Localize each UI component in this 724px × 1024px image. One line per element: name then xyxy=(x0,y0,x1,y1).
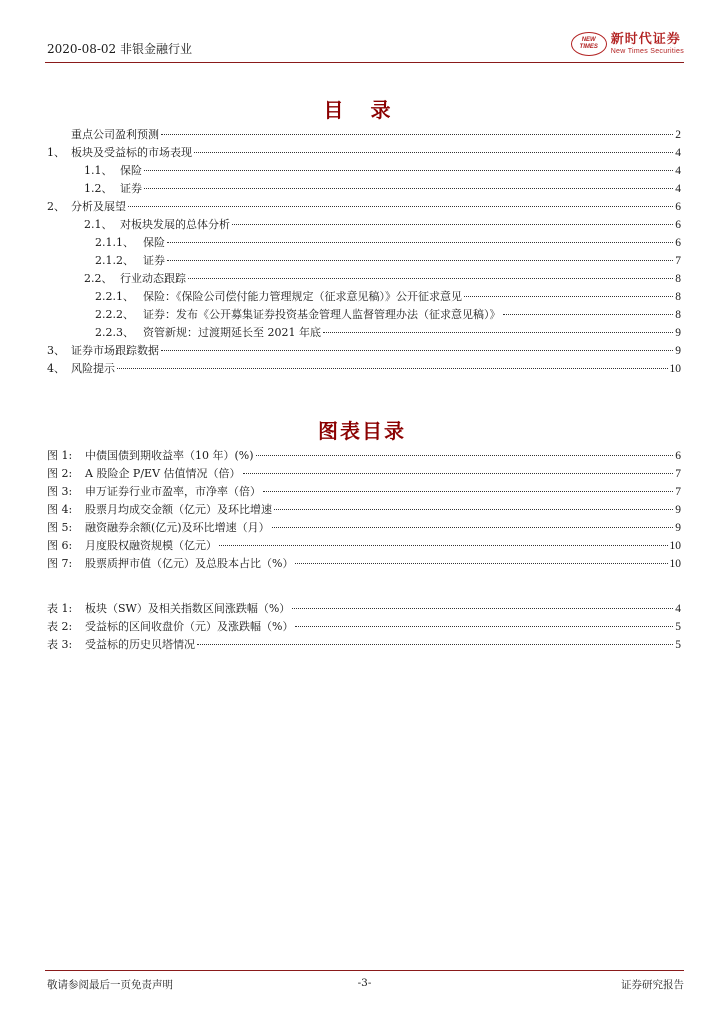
dot-leader xyxy=(295,626,673,627)
dot-leader xyxy=(197,644,673,645)
dot-leader xyxy=(219,545,668,546)
figure-entry-label: 申万证券行业市盈率，市净率（倍） xyxy=(85,485,261,498)
table-list xyxy=(47,600,681,654)
toc-entry-label: 板块及受益标的市场表现 xyxy=(71,146,192,159)
toc-entry-label: 保险 xyxy=(120,164,142,177)
page-footer xyxy=(45,970,684,993)
table-entry-number: 表 2: xyxy=(47,620,73,633)
toc-entry-label: 重点公司盈利预测 xyxy=(71,128,159,141)
toc-entry-label: 对板块发展的总体分析 xyxy=(120,218,230,231)
toc-entry-number: 1.1、 xyxy=(84,164,113,177)
figure-entry-page: 9 xyxy=(675,504,681,516)
toc-entry-page: 10 xyxy=(669,363,681,375)
figure-entry[interactable] xyxy=(47,519,681,537)
toc-entry[interactable] xyxy=(47,342,681,360)
toc-title: 目 录 xyxy=(323,98,401,122)
dot-leader xyxy=(274,509,673,510)
table-entry[interactable] xyxy=(47,618,681,636)
toc-entry-page: 6 xyxy=(675,201,681,213)
toc-entry-number: 2.1.2、 xyxy=(95,254,134,267)
figure-entry-page: 10 xyxy=(669,558,681,570)
table-entry-label: 受益标的区间收盘价（元）及涨跌幅（%） xyxy=(85,620,294,633)
toc-entry-number: 2.2.1、 xyxy=(95,290,134,303)
toc-entry-number: 3、 xyxy=(47,344,65,357)
table-of-contents xyxy=(47,126,681,378)
table-entry-number: 表 3: xyxy=(47,638,73,651)
logo-chinese-name: 新时代证券 xyxy=(610,32,681,47)
toc-entry-page: 2 xyxy=(675,129,681,141)
toc-entry-label: 风险提示 xyxy=(71,362,115,375)
dot-leader xyxy=(144,170,673,171)
dot-leader xyxy=(161,134,673,135)
toc-entry[interactable] xyxy=(47,324,681,342)
toc-entry[interactable] xyxy=(47,270,681,288)
table-entry-page: 4 xyxy=(675,603,681,615)
toc-entry[interactable] xyxy=(47,126,681,144)
toc-entry[interactable] xyxy=(47,306,681,324)
toc-entry-label: 证券 xyxy=(120,182,142,195)
logo-mark-line2: TIMES xyxy=(579,44,598,50)
toc-entry-label: 资管新规：过渡期延长至 2021 年底 xyxy=(143,326,321,339)
dot-leader xyxy=(232,224,673,225)
toc-entry[interactable] xyxy=(47,162,681,180)
header-date-industry: 2020-08-02 非银金融行业 xyxy=(47,42,193,56)
dot-leader xyxy=(292,608,673,609)
toc-entry-number: 1.2、 xyxy=(84,182,113,195)
dot-leader xyxy=(243,473,674,474)
dot-leader xyxy=(263,491,673,492)
figure-entry-label: 月度股权融资规模（亿元） xyxy=(85,539,217,552)
table-entry[interactable] xyxy=(47,636,681,654)
dot-leader xyxy=(117,368,668,369)
table-entry-page: 5 xyxy=(675,621,681,633)
dot-leader xyxy=(144,188,673,189)
dot-leader xyxy=(188,278,673,279)
page-header xyxy=(45,28,684,63)
toc-entry[interactable] xyxy=(47,144,681,162)
toc-entry-number: 2.2、 xyxy=(84,272,113,285)
toc-entry-number: 4、 xyxy=(47,362,65,375)
figure-entry[interactable] xyxy=(47,501,681,519)
figure-entry-page: 9 xyxy=(675,522,681,534)
toc-entry-page: 9 xyxy=(675,327,681,339)
toc-entry-page: 6 xyxy=(675,237,681,249)
dot-leader xyxy=(256,455,674,456)
toc-entry-number: 2.1.1、 xyxy=(95,236,134,249)
figure-entry-number: 图 2: xyxy=(47,467,73,480)
figure-entry-label: 中债国债到期收益率（10 年）(%) xyxy=(85,449,254,462)
toc-entry-label: 保险 xyxy=(143,236,165,249)
table-entry-label: 板块（SW）及相关指数区间涨跌幅（%） xyxy=(85,602,291,615)
toc-entry-number: 2、 xyxy=(47,200,65,213)
figure-list xyxy=(47,447,681,573)
dot-leader xyxy=(167,260,673,261)
toc-entry-number: 2.2.2、 xyxy=(95,308,134,321)
toc-entry-page: 8 xyxy=(675,309,681,321)
figure-entry[interactable] xyxy=(47,483,681,501)
dot-leader xyxy=(194,152,673,153)
logo-mark-line1: NEW xyxy=(581,37,596,43)
toc-entry-label: 行业动态跟踪 xyxy=(120,272,186,285)
figure-entry-number: 图 5: xyxy=(47,521,73,534)
dot-leader xyxy=(295,563,667,564)
toc-entry[interactable] xyxy=(47,216,681,234)
toc-entry-label: 证券 xyxy=(143,254,165,267)
figure-entry-number: 图 1: xyxy=(47,449,73,462)
toc-entry-number: 1、 xyxy=(47,146,65,159)
toc-entry-page: 4 xyxy=(675,147,681,159)
footer-page-number: -3- xyxy=(357,977,372,989)
table-entry-label: 受益标的历史贝塔情况 xyxy=(85,638,195,651)
toc-entry-page: 6 xyxy=(675,219,681,231)
table-entry-number: 表 1: xyxy=(47,602,73,615)
toc-entry-page: 9 xyxy=(675,345,681,357)
toc-entry-page: 4 xyxy=(675,183,681,195)
figure-entry-number: 图 4: xyxy=(47,503,73,516)
dot-leader xyxy=(167,242,673,243)
toc-entry-label: 证券：发布《公开募集证券投资基金管理人监督管理办法（征求意见稿）》 xyxy=(143,308,501,321)
toc-entry[interactable] xyxy=(47,360,681,378)
figure-entry-number: 图 6: xyxy=(47,539,73,552)
figure-entry[interactable] xyxy=(47,447,681,465)
figure-entry-label: 融资融券余额(亿元)及环比增速（月） xyxy=(85,521,270,534)
dot-leader xyxy=(503,314,674,315)
dot-leader xyxy=(464,296,673,297)
figure-entry-page: 7 xyxy=(675,486,681,498)
figure-entry-page: 7 xyxy=(675,468,681,480)
footer-report-type: 证券研究报告 xyxy=(621,979,684,991)
figure-entry[interactable] xyxy=(47,555,681,573)
figures-title: 图表目录 xyxy=(318,419,406,443)
figure-entry[interactable] xyxy=(47,465,681,483)
toc-entry[interactable] xyxy=(47,180,681,198)
toc-entry-page: 4 xyxy=(675,165,681,177)
logo-mark-icon xyxy=(571,32,607,56)
table-entry-page: 5 xyxy=(675,639,681,651)
toc-entry-page: 7 xyxy=(675,255,681,267)
figure-entry-label: 股票月均成交金额（亿元）及环比增速 xyxy=(85,503,272,516)
figure-entry-page: 10 xyxy=(669,540,681,552)
figure-entry[interactable] xyxy=(47,537,681,555)
figure-entry-number: 图 7: xyxy=(47,557,73,570)
figure-entry-page: 6 xyxy=(675,450,681,462)
footer-disclaimer-note: 敬请参阅最后一页免责声明 xyxy=(47,979,173,991)
toc-entry-label: 证券市场跟踪数据 xyxy=(71,344,159,357)
toc-entry-page: 8 xyxy=(675,291,681,303)
toc-entry[interactable] xyxy=(47,234,681,252)
logo-english-name: New Times Securities xyxy=(610,48,684,55)
dot-leader xyxy=(161,350,673,351)
toc-entry[interactable] xyxy=(47,288,681,306)
toc-entry-number: 2.2.3、 xyxy=(95,326,134,339)
dot-leader xyxy=(128,206,673,207)
toc-entry-label: 保险：《保险公司偿付能力管理规定（征求意见稿）》公开征求意见 xyxy=(143,290,462,303)
dot-leader xyxy=(272,527,674,528)
figure-entry-label: A 股险企 P/EV 估值情况（倍） xyxy=(85,467,241,480)
toc-entry-label: 分析及展望 xyxy=(71,200,126,213)
toc-entry[interactable] xyxy=(47,198,681,216)
toc-entry-page: 8 xyxy=(675,273,681,285)
figure-entry-label: 股票质押市值（亿元）及总股本占比（%） xyxy=(85,557,294,570)
table-entry[interactable] xyxy=(47,600,681,618)
dot-leader xyxy=(323,332,673,333)
toc-entry[interactable] xyxy=(47,252,681,270)
company-logo xyxy=(571,28,684,60)
toc-entry-number: 2.1、 xyxy=(84,218,113,231)
figure-entry-number: 图 3: xyxy=(47,485,73,498)
